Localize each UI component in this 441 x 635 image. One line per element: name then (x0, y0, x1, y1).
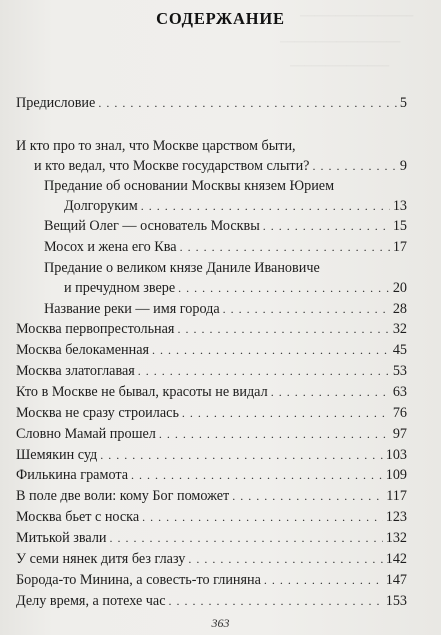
dot-leader (131, 467, 383, 484)
toc-entry-title-line1: Предание об основании Москвы князем Юрием (44, 178, 335, 194)
toc-entry-title: Москва бьет с носка (16, 509, 140, 525)
dot-leader (177, 321, 389, 338)
toc-entry (16, 447, 407, 464)
toc-entry (16, 321, 407, 338)
toc-entry-title: Борода-то Минина, а совесть-то глиняна (16, 572, 261, 588)
dot-leader (223, 301, 390, 318)
dot-leader (138, 363, 390, 380)
toc-entry-title: Вещий Олег — основатель Москвы (44, 218, 260, 234)
dot-leader (142, 509, 383, 526)
bleed-through-texture: ───────────────── (280, 37, 401, 48)
toc-entry (16, 363, 407, 380)
toc-entry-page: 20 (392, 280, 407, 296)
dot-leader (141, 198, 390, 215)
toc-entry-page: 103 (385, 447, 407, 463)
toc-entry-title: Предисловие (16, 95, 96, 111)
toc-entry-title: Филькина грамота (16, 467, 129, 483)
dot-leader (232, 488, 383, 505)
toc-entry-title: Делу время, а потехе час (16, 593, 166, 609)
toc-entry-title: Москва белокаменная (16, 342, 150, 358)
dot-leader (152, 342, 390, 359)
toc-entry-title-line1: И кто про то знал, что Москве царством быти, (16, 138, 296, 154)
toc-entry-title: и пречудном звере (64, 280, 176, 296)
toc-entry (16, 530, 407, 547)
dot-leader (264, 572, 383, 589)
toc-entry-page: 123 (385, 509, 407, 525)
toc-entry-page: 109 (385, 467, 407, 483)
toc-entry (16, 405, 407, 422)
toc-entry (16, 342, 407, 359)
toc-entry (44, 301, 407, 318)
toc-entry-page: 63 (392, 384, 407, 400)
dot-leader (263, 218, 390, 235)
toc-entry-page: 53 (392, 363, 407, 379)
toc-entry (16, 593, 407, 610)
dot-leader (110, 530, 383, 547)
toc-entry (16, 572, 407, 589)
toc-entry (44, 218, 407, 235)
toc-entry-page: 15 (392, 218, 407, 234)
toc-entry-page: 32 (392, 321, 407, 337)
toc-entry (16, 384, 407, 401)
toc-entry (16, 488, 407, 505)
toc-entry-page: 147 (385, 572, 407, 588)
toc-entry (16, 95, 407, 112)
toc-entry (34, 158, 407, 175)
bleed-through-texture: ──────────────── (300, 11, 414, 22)
toc-entry-page: 117 (386, 488, 407, 504)
toc-entry (16, 426, 407, 443)
dot-leader (182, 405, 390, 422)
dot-leader (178, 280, 390, 297)
toc-entry-page: 28 (392, 301, 407, 317)
page-number: 363 (211, 616, 230, 630)
dot-leader (159, 426, 390, 443)
toc-entry-page: 142 (385, 551, 407, 567)
toc-entry-page: 45 (392, 342, 407, 358)
page-title: СОДЕРЖАНИЕ (156, 9, 285, 28)
toc-entry-page: 97 (392, 426, 407, 442)
toc-entry-title: Словно Мамай прошел (16, 426, 156, 442)
toc-entry (16, 509, 407, 526)
dot-leader (100, 447, 382, 464)
toc-entry-title: Долгоруким (64, 198, 138, 214)
toc-entry-title: Москва златоглавая (16, 363, 135, 379)
toc-entry-title: Кто в Москве не бывал, красоты не видал (16, 384, 268, 400)
toc-entry-title: В поле две воли: кому Бог поможет (16, 488, 230, 504)
toc-entry-title: У семи нянек дитя без глазу (16, 551, 186, 567)
dot-leader (312, 158, 396, 175)
toc-entry (16, 467, 407, 484)
toc-entry (16, 551, 407, 568)
toc-entry-title: Мосох и жена его Ква (44, 239, 177, 255)
dot-leader (271, 384, 390, 401)
bleed-through-texture: ────────────── (290, 61, 390, 72)
toc-entry-title: Москва не сразу строилась (16, 405, 179, 421)
toc-entry-page: 13 (392, 198, 407, 214)
toc-entry-page: 17 (392, 239, 407, 255)
toc-entry-page: 5 (399, 95, 407, 111)
toc-entry (64, 280, 407, 297)
dot-leader (188, 551, 382, 568)
toc-entry-page: 132 (385, 530, 407, 546)
toc-entry-title: Название реки — имя города (44, 301, 220, 317)
toc-entry-title: Москва первопрестольная (16, 321, 175, 337)
toc-entry-page: 153 (385, 593, 407, 609)
toc-entry-page: 76 (392, 405, 407, 421)
toc-entry-title: Митькой звали (16, 530, 107, 546)
toc-entry-title-line1: Предание о великом князе Даниле Ивановиче (44, 260, 320, 276)
toc-entry-title: и кто ведал, что Москве государством слыти? (34, 158, 310, 174)
dot-leader (180, 239, 390, 256)
toc-entry-title: Шемякин суд (16, 447, 98, 463)
toc-entry (64, 198, 407, 215)
toc-entry-page: 9 (399, 158, 407, 174)
toc-entry (44, 239, 407, 256)
dot-leader (169, 593, 383, 610)
dot-leader (98, 95, 397, 112)
